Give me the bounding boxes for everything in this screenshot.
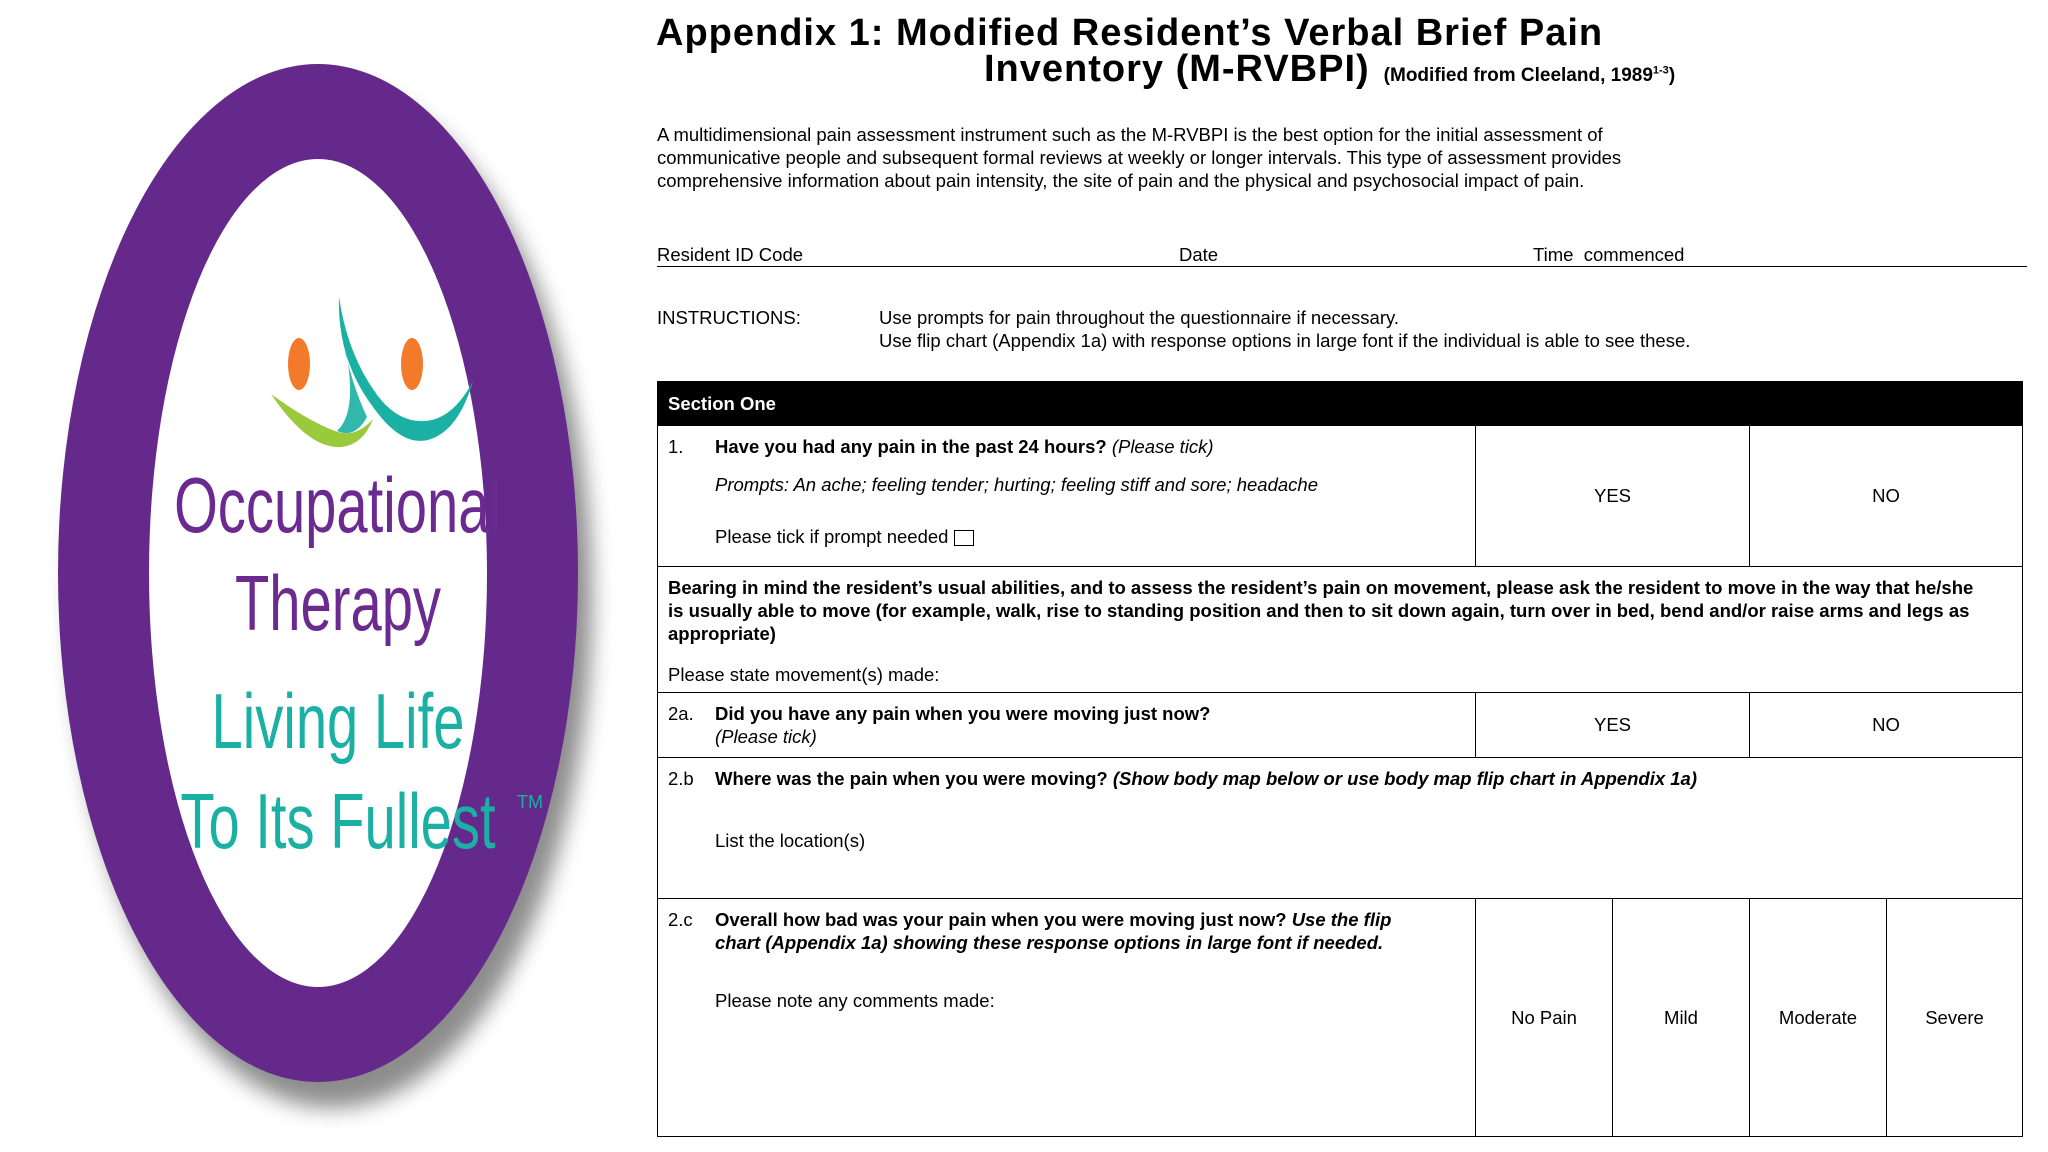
q2c-option-mild[interactable]: Mild — [1612, 898, 1750, 1137]
instructions-line1: Use prompts for pain throughout the questionnaire if necessary. — [879, 307, 1400, 328]
intro-line: A multidimensional pain assessment instrument such as the M-RVBPI is the best option for the initial assessment of — [657, 124, 1603, 145]
q1-text-block — [715, 435, 1461, 458]
section-one-table — [657, 381, 2023, 1137]
pain-inventory-document — [656, 0, 2036, 1152]
resident-id-field[interactable]: Resident ID Code — [657, 244, 804, 265]
q2c-number: 2.c — [668, 909, 693, 930]
title-citation — [1384, 65, 1675, 86]
citation-end: ) — [1668, 65, 1676, 86]
q2c-question-cell — [657, 898, 1476, 1137]
prompt-needed-checkbox[interactable] — [954, 530, 974, 546]
q1-text: Have you had any pain in the past 24 hours? — [715, 436, 1107, 457]
intro-line: comprehensive information about pain intensity, the site of pain and the physical and psychosocial impact of pain. — [657, 170, 1585, 191]
citation-text: (Modified from Cleeland, 1989 — [1383, 65, 1653, 86]
q2c-option-moderate[interactable]: Moderate — [1749, 898, 1887, 1137]
occupational-therapy-logo — [58, 64, 578, 1082]
q1-no-option[interactable]: NO — [1749, 425, 2023, 567]
trademark-mark: TM — [517, 792, 543, 812]
q2b-hint: (Show body map below or use body map flip chart in Appendix 1a) — [1112, 768, 1698, 789]
q2a-number: 2a. — [668, 703, 694, 724]
q2a-text: Did you have any pain when you were moving just now? — [715, 703, 1211, 724]
q2c-option-no-pain[interactable]: No Pain — [1475, 898, 1613, 1137]
q1-prompts: Prompts: An ache; feeling tender; hurting; feeling stiff and sore; headache — [715, 474, 1318, 495]
movement-instruction-text: Bearing in mind the resident’s usual abilities, and to assess the resident’s pain on movement, please ask the resident to move in the way that he/she is usually able to move (for example, walk, rise to standing position and then to sit down again, turn over in bed, bend and/or raise arms and legs as appropriate) — [668, 577, 1974, 644]
movement-state-label[interactable]: Please state movement(s) made: — [668, 664, 940, 685]
q1-number: 1. — [668, 436, 684, 457]
time-commenced-field[interactable]: Time commenced — [1533, 244, 1685, 265]
instructions-line2: Use flip chart (Appendix 1a) with response options in large font if the individual is able to see these. — [879, 330, 1691, 351]
logo-text-occupational: Occupational — [174, 461, 502, 549]
document-title-line2 — [984, 48, 2034, 91]
instructions-label: INSTRUCTIONS: — [657, 307, 801, 328]
logo-text-therapy: Therapy — [234, 559, 442, 647]
q2b-number: 2.b — [668, 768, 694, 789]
intro-line: communicative people and subsequent formal reviews at weekly or longer intervals. This type of assessment provides — [657, 147, 1622, 168]
q2c-comments-label[interactable]: Please note any comments made: — [715, 990, 995, 1011]
logo-text-living-life: Living Life — [211, 677, 465, 765]
q1-yes-option[interactable]: YES — [1475, 425, 1750, 567]
document-title-line1: Appendix 1: Modified Resident’s Verbal Brief Pain — [656, 12, 1604, 54]
q2b-list-label[interactable]: List the location(s) — [715, 830, 866, 851]
section-one-header: Section One — [657, 381, 2023, 426]
q1-tick-row — [715, 525, 1461, 548]
q2b-question-cell — [657, 757, 2023, 899]
q2c-hint: Use the flip chart (Appendix 1a) showing these response options in large font if needed. — [715, 909, 1392, 953]
q2a-hint: (Please tick) — [715, 726, 817, 747]
people-figures-icon — [263, 289, 493, 459]
logo-text-to-its-fullest: To Its Fullest — [180, 777, 496, 865]
intro-paragraph — [657, 123, 2037, 192]
q2c-text-block — [715, 908, 1435, 954]
q1-question-cell — [657, 425, 1476, 567]
q2b-text: Where was the pain when you were moving? — [715, 768, 1108, 789]
q2a-yes-option[interactable]: YES — [1475, 692, 1750, 758]
citation-sup: 1-3 — [1652, 64, 1669, 77]
resident-info-row — [657, 244, 2027, 267]
q2a-question-cell — [657, 692, 1476, 758]
q2c-option-severe[interactable]: Severe — [1886, 898, 2023, 1137]
q2c-text: Overall how bad was your pain when you were moving just now? — [715, 909, 1287, 930]
q1-tick-note: Please tick if prompt needed — [715, 526, 949, 547]
q1-hint: (Please tick) — [1111, 436, 1214, 457]
q2a-no-option[interactable]: NO — [1749, 692, 2023, 758]
date-field[interactable]: Date — [1179, 244, 1219, 265]
movement-instruction-cell — [657, 566, 2023, 693]
q2b-text-block — [715, 767, 1962, 790]
q2a-text-block — [715, 702, 1461, 748]
document-title-text: Inventory (M-RVBPI) — [984, 48, 1370, 90]
